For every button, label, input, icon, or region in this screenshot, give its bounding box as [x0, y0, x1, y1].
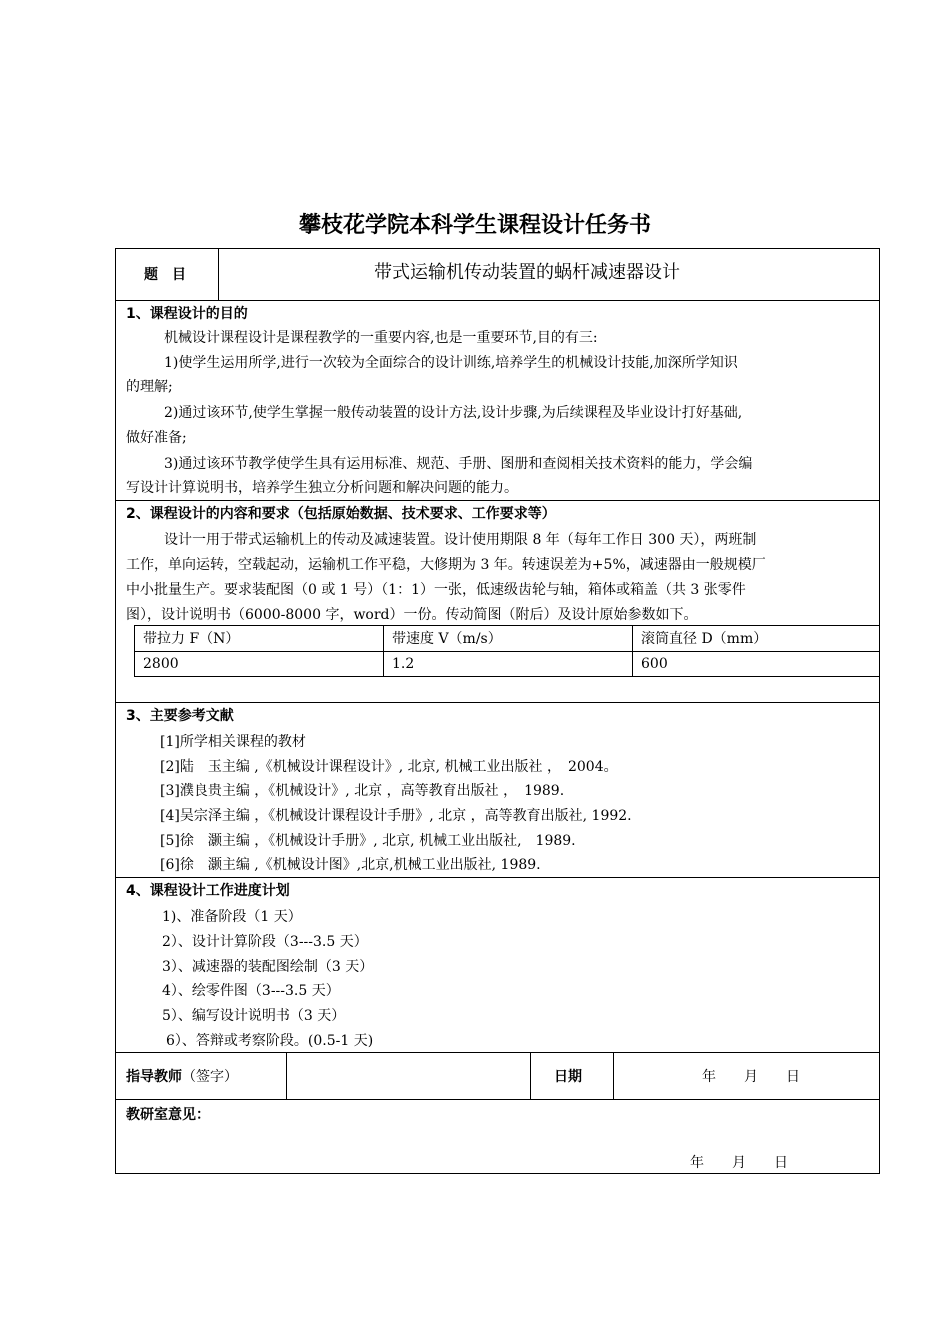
topic-divider [218, 249, 219, 301]
advisor-sign-note: （签字） [182, 1069, 238, 1085]
section1-line: 2)通过该环节,使学生掌握一般传动装置的设计方法,设计步骤,为后续课程及毕业设计打好基础, [164, 405, 743, 421]
signature-divider [530, 1053, 531, 1099]
reference-item: [6]徐 灏主编 ,《机械设计图》,北京,机械工业出版社, 1989. [160, 857, 541, 873]
param-header-force: 带拉力 F（N） [143, 631, 240, 647]
param-header-speed: 带速度 V（m/s） [392, 631, 502, 647]
section1-line: 做好准备; [126, 430, 187, 446]
section1-line: 写设计计算说明书，培养学生独立分析问题和解决问题的能力。 [126, 480, 518, 496]
section2-line: 工作，单向运转，空载起动，运输机工作平稳，大修期为 3 年。转速误差为+5%，减速器由一般规模厂 [126, 557, 766, 573]
section1-heading: 1、课程设计的目的 [126, 306, 248, 322]
advisor-label [126, 1065, 238, 1089]
section4-heading: 4、课程设计工作进度计划 [126, 883, 290, 899]
divider [116, 300, 879, 301]
section3-heading: 3、主要参考文献 [126, 708, 234, 724]
signature-divider [286, 1053, 287, 1099]
office-opinion-label: 教研室意见： [126, 1107, 210, 1123]
section1-line: 1)使学生运用所学,进行一次较为全面综合的设计训练,培养学生的机械设计技能,加深所学知识 [164, 355, 738, 371]
section2-line: 中小批量生产。要求装配图（0 或 1 号）（1：1）一张，低速级齿轮与轴，箱体或箱盖（共 3 张零件 [126, 582, 746, 598]
topic-value: 带式运输机传动装置的蜗杆减速器设计 [374, 262, 680, 283]
param-value-diameter: 600 [641, 656, 668, 672]
reference-item: [5]徐 灏主编 ，《机械设计手册》, 北京, 机械工业出版社, 1989. [160, 833, 576, 849]
advisor-label-text: 指导教师 [126, 1069, 182, 1085]
schedule-item: 1)、准备阶段（1 天） [162, 909, 302, 925]
document-title: 攀枝花学院本科学生课程设计任务书 [298, 213, 651, 238]
divider [116, 1099, 879, 1100]
param-value-speed: 1.2 [392, 656, 415, 672]
reference-item: [1]所学相关课程的教材 [160, 734, 306, 750]
parameters-table [134, 625, 880, 677]
reference-item: [3]濮良贵主编 ，《机械设计》, 北京 ，高等教育出版社 ， 1989. [160, 783, 565, 799]
schedule-item: 4）、绘零件图（3---3.5 天） [162, 983, 340, 999]
section1-line: 的理解; [126, 379, 173, 395]
section2-line: 图），设计说明书（6000-8000 字，word）一份。传动简图（附后）及设计原始参数如下。 [126, 607, 698, 623]
schedule-item: 5）、编写设计说明书（3 天） [162, 1008, 346, 1024]
office-date-value: 年 月 日 [690, 1155, 788, 1171]
divider [116, 500, 879, 501]
divider [116, 877, 879, 878]
topic-label: 题 目 [144, 267, 186, 283]
section2-heading: 2、课程设计的内容和要求（包括原始数据、技术要求、工作要求等） [126, 506, 556, 522]
date-label: 日期 [554, 1069, 582, 1085]
section1-line: 机械设计课程设计是课程教学的一重要内容,也是一重要环节,目的有三: [164, 330, 598, 346]
signature-date-value: 年 月 日 [702, 1069, 800, 1085]
divider [116, 1052, 879, 1053]
schedule-item: 2）、设计计算阶段（3---3.5 天） [162, 934, 368, 950]
reference-item: [2]陆 玉主编 ,《机械设计课程设计》, 北京, 机械工业出版社 ， 2004。 [160, 759, 618, 775]
signature-divider [613, 1053, 614, 1099]
param-row-divider [135, 651, 879, 652]
divider [116, 702, 879, 703]
section1-line: 3)通过该环节教学使学生具有运用标准、规范、手册、图册和查阅相关技术资料的能力，学会编 [164, 456, 753, 472]
schedule-item: 6）、答辩或考察阶段。(0.5-1 天) [166, 1033, 374, 1049]
schedule-item: 3）、减速器的装配图绘制（3 天） [162, 959, 374, 975]
param-header-diameter: 滚筒直径 D（mm） [641, 631, 768, 647]
section2-line: 设计一用于带式运输机上的传动及减速装置。设计使用期限 8 年（每年工作日 300 天），两班制 [164, 532, 757, 548]
task-form [115, 248, 880, 1174]
reference-item: [4]吴宗泽主编 ，《机械设计课程设计手册》, 北京 ，高等教育出版社, 1992. [160, 808, 632, 824]
param-value-force: 2800 [143, 656, 179, 672]
